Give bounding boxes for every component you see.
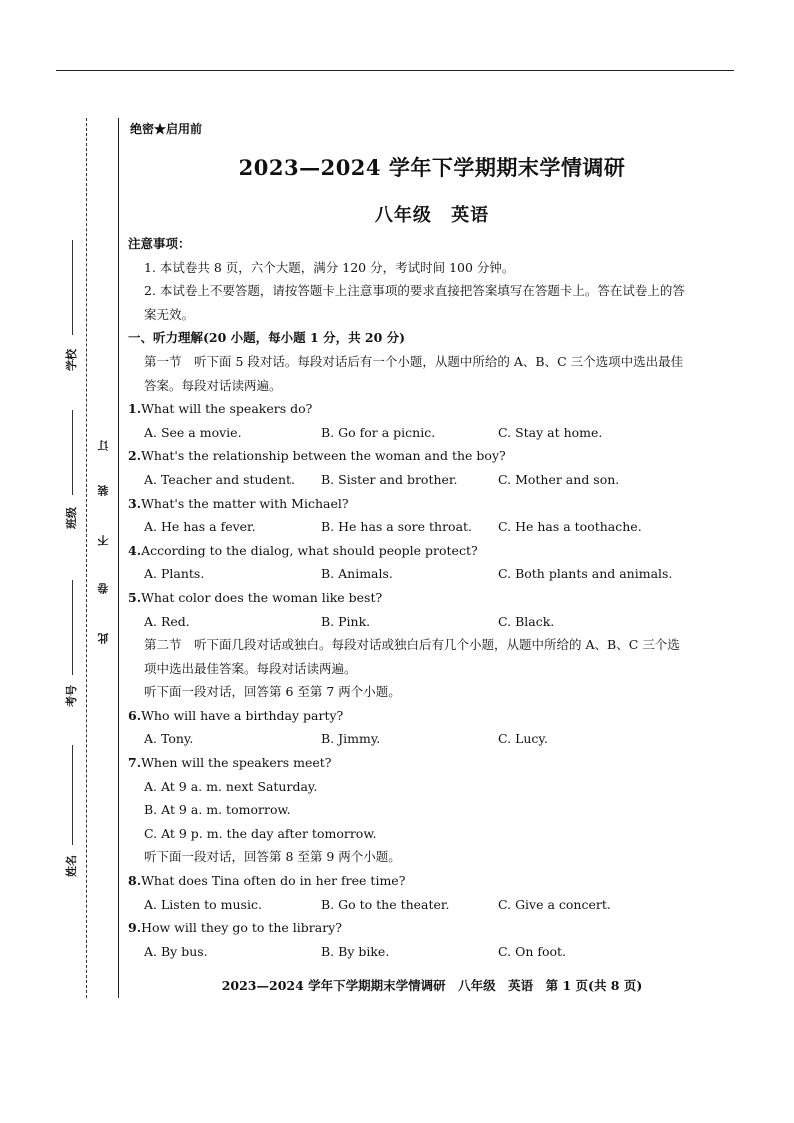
binding-dashed-line bbox=[86, 118, 87, 998]
name-label: 姓名 bbox=[65, 855, 78, 877]
options bbox=[128, 940, 688, 964]
question-text: What does Tina often do in her free time? bbox=[141, 873, 406, 889]
question: 3.What's the matter with Michael? bbox=[128, 495, 349, 511]
class-blank bbox=[72, 410, 73, 495]
notes-item-2: 2. 本试卷上不要答题，请按答题卡上注意事项的要求直接把答案填写在答题卡上。答在试卷上的答案无效。 bbox=[144, 283, 685, 322]
seal-char-3: 不 bbox=[97, 535, 110, 546]
option-b: B. He has a sore throat. bbox=[321, 519, 473, 535]
question-text: What's the matter with Michael? bbox=[141, 495, 349, 511]
page-subtitle bbox=[130, 201, 734, 227]
section1-instructions: 第一节 听下面 5 段对话。每段对话后有一个小题，从题中所给的 A、B、C 三个选项中选出最佳答案。每段对话读两遍。 bbox=[144, 353, 684, 393]
option-a: A. Listen to music. bbox=[144, 896, 262, 912]
question: 1.What will the speakers do? bbox=[128, 401, 313, 417]
option-b: B. Animals. bbox=[321, 566, 393, 582]
options bbox=[128, 468, 688, 492]
seal-char-5: 此 bbox=[97, 633, 110, 644]
school-label: 学校 bbox=[65, 349, 78, 371]
question-text: When will the speakers meet? bbox=[141, 755, 332, 771]
option-c: C. He has a toothache. bbox=[498, 519, 642, 535]
seal-char-1: 订 bbox=[97, 440, 110, 451]
option-c: C. Lucy. bbox=[498, 731, 548, 747]
option-c: C. At 9 p. m. the day after tomorrow. bbox=[144, 825, 377, 841]
dialog-8-9-instructions: 听下面一段对话，回答第 8 至第 9 两个小题。 bbox=[144, 849, 401, 865]
secret-label: 绝密★启用前 bbox=[130, 122, 203, 136]
option-c: C. Stay at home. bbox=[498, 424, 603, 440]
question-text: Who will have a birthday party? bbox=[141, 707, 344, 723]
option-a: A. Tony. bbox=[144, 731, 194, 747]
options bbox=[128, 515, 688, 539]
notes-item-1: 1. 本试卷共 8 页，六个大题，满分 120 分，考试时间 100 分钟。 bbox=[144, 259, 515, 275]
school-blank bbox=[72, 240, 73, 335]
option-a: A. Teacher and student. bbox=[144, 471, 296, 487]
dialog-6-7-instructions: 听下面一段对话，回答第 6 至第 7 两个小题。 bbox=[144, 684, 401, 700]
exam-number-label: 考号 bbox=[65, 685, 78, 707]
question: 8.What does Tina often do in her free time? bbox=[128, 873, 406, 889]
option-c: C. Mother and son. bbox=[498, 471, 620, 487]
question-text: What's the relationship between the woman and the boy? bbox=[141, 448, 506, 464]
exam-number-blank bbox=[72, 580, 73, 675]
option-b: B. Go to the theater. bbox=[321, 896, 450, 912]
option-b: B. At 9 a. m. tomorrow. bbox=[144, 802, 291, 818]
option-c: C. Give a concert. bbox=[498, 896, 611, 912]
option-b: B. Jimmy. bbox=[321, 731, 381, 747]
margin-solid-line bbox=[118, 118, 119, 998]
option-a: A. By bus. bbox=[144, 943, 208, 959]
options bbox=[128, 562, 688, 586]
option-b: B. Go for a picnic. bbox=[321, 424, 436, 440]
question-text: What will the speakers do? bbox=[141, 401, 313, 417]
option-b: B. Pink. bbox=[321, 613, 371, 629]
question: 4.According to the dialog, what should people protect? bbox=[128, 542, 478, 558]
top-rule bbox=[56, 70, 734, 71]
option-a: A. See a movie. bbox=[144, 424, 242, 440]
seal-char-4: 卷 bbox=[97, 583, 110, 594]
page-footer: 2023—2024 学年下学期期末学情调研 八年级 英语 第 1 页(共 8 页) bbox=[221, 978, 643, 993]
seal-char-2: 装 bbox=[97, 485, 110, 496]
option-c: C. Both plants and animals. bbox=[498, 566, 673, 582]
question: 2.What's the relationship between the woman and the boy? bbox=[128, 448, 506, 464]
page-title: 2023—2024 学年下学期期末学情调研 bbox=[238, 155, 626, 180]
question: 5.What color does the woman like best? bbox=[128, 589, 383, 605]
options bbox=[128, 610, 688, 634]
name-blank bbox=[72, 745, 73, 845]
class-label: 班级 bbox=[65, 507, 78, 529]
option-a: A. Red. bbox=[144, 613, 190, 629]
option-c: C. On foot. bbox=[498, 943, 567, 959]
option-a: A. Plants. bbox=[144, 566, 205, 582]
part1-heading: 一、听力理解(20 小题，每小题 1 分，共 20 分) bbox=[128, 330, 406, 346]
question-text: How will they go to the library? bbox=[141, 920, 342, 936]
notes-heading: 注意事项： bbox=[128, 236, 191, 251]
question-text: According to the dialog, what should people protect? bbox=[141, 542, 478, 558]
grade-label: 八年级 bbox=[374, 205, 432, 226]
question-text: What color does the woman like best? bbox=[141, 589, 383, 605]
option-b: B. Sister and brother. bbox=[321, 471, 458, 487]
options bbox=[128, 421, 688, 445]
options bbox=[128, 893, 688, 917]
exam-content bbox=[128, 232, 688, 963]
option-b: B. By bike. bbox=[321, 943, 390, 959]
option-a: A. At 9 a. m. next Saturday. bbox=[144, 778, 318, 794]
question: 6.Who will have a birthday party? bbox=[128, 707, 344, 723]
question: 9.How will they go to the library? bbox=[128, 920, 342, 936]
option-c: C. Black. bbox=[498, 613, 555, 629]
options bbox=[128, 727, 688, 751]
question: 7.When will the speakers meet? bbox=[128, 755, 332, 771]
section2-instructions: 第二节 听下面几段对话或独白。每段对话或独白后有几个小题，从题中所给的 A、B、C 三个选项中选出最佳答案。每段对话读两遍。 bbox=[144, 637, 680, 676]
subject-label: 英语 bbox=[451, 205, 490, 226]
option-a: A. He has a fever. bbox=[144, 519, 256, 535]
